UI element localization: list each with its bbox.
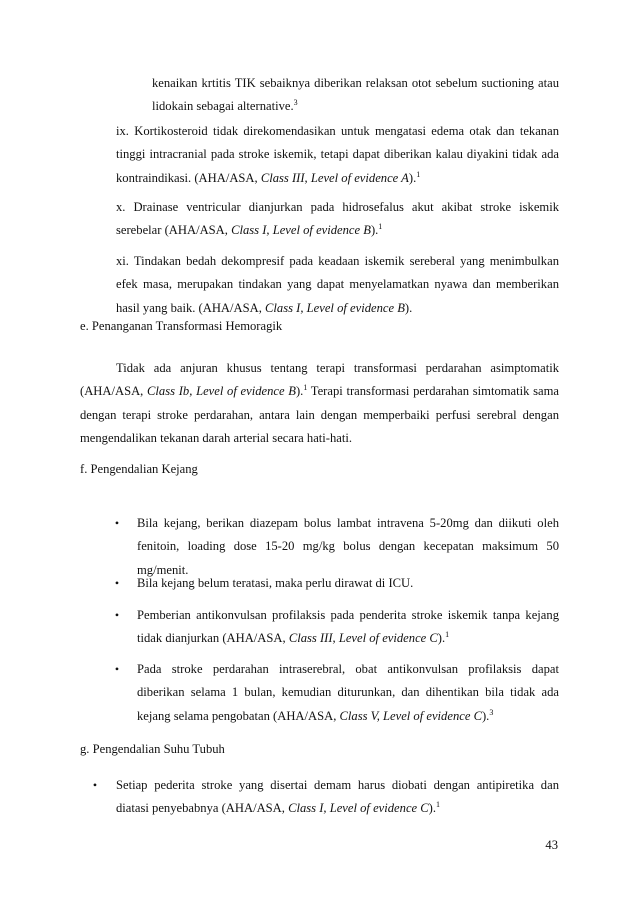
text: Terapi transformasi perdarahan simtomatik sama dengan terapi stroke perdarahan, antara lain dengan memperbaiki perfusi serebral dengan mengendalikan tekanan darah arterial secara hati-hati. [80, 384, 559, 446]
paragraph-e [80, 357, 559, 451]
paragraph-x [116, 196, 559, 243]
list-item [137, 604, 559, 651]
text: ). [370, 223, 379, 238]
heading-f: f. Pengendalian Kejang [80, 462, 198, 476]
citation-superscript: 1 [445, 630, 450, 640]
text: ix. Kortikosteroid tidak direkomendasikan untuk mengatasi edema otak dan tekanan tinggi intracranial pada stroke iskemik, tetapi dapat diberikan kalau diyakini tidak ada kontraindikasi. (AHA/ASA, [116, 124, 559, 185]
citation-superscript: 3 [489, 707, 494, 717]
text: Bila kejang, berikan diazepam bolus lambat intravena 5-20mg dan diikuti oleh fenitoin, loading dose 15-20 mg/kg bolus dengan kecepatan maksimum 50 mg/menit. [137, 516, 559, 577]
text: Pemberian antikonvulsan profilaksis pada penderita stroke iskemik tanpa kejang tidak dianjurkan (AHA/ASA, [137, 608, 559, 646]
text: ). [408, 170, 417, 185]
text: Pada stroke perdarahan intraserebral, obat antikonvulsan profilaksis dapat diberikan selama 1 bulan, kemudian diturunkan, dan dihentikan bila tidak ada kejang selama pengobatan (AHA/ASA, [137, 662, 559, 723]
evidence-class: Class I, Level of evidence B [265, 300, 405, 315]
bullet-icon: • [114, 576, 120, 590]
text: Setiap pederita stroke yang disertai demam harus diobati dengan antipiretika dan diatasi penyebabnya (AHA/ASA, [116, 778, 559, 816]
evidence-class: Class I, Level of evidence B [231, 223, 371, 238]
evidence-class: Class I, Level of evidence C [288, 801, 429, 816]
page-number: 43 [545, 838, 558, 852]
citation-superscript: 1 [303, 383, 308, 393]
text: xi. Tindakan bedah dekompresif pada keadaan iskemik sereberal yang menimbulkan efek masa, merupakan tindakan yang dapat menyelamatkan nyawa dan memberikan hasil yang baik. (AHA/ASA, [116, 254, 559, 315]
text: ). [481, 708, 490, 723]
text: Tidak ada anjuran khusus tentang terapi transformasi perdarahan asimptomatik (AHA/ASA, [80, 361, 559, 399]
paragraph-continuation [152, 72, 559, 119]
bullet-icon: • [92, 778, 98, 792]
list-item [137, 658, 559, 728]
bullet-icon: • [114, 516, 120, 530]
text: ). [295, 384, 304, 399]
bullet-icon: • [114, 608, 120, 622]
evidence-class: Class V, Level of evidence C [339, 708, 482, 723]
citation-superscript: 3 [293, 98, 298, 108]
text: x. Drainase ventricular dianjurkan pada hidrosefalus akut akibat stroke iskemik serebelar (AHA/ASA, [116, 200, 559, 238]
text: ). [428, 801, 437, 816]
evidence-class: Class III, Level of evidence C [288, 631, 438, 646]
citation-superscript: 1 [436, 800, 441, 810]
text: ). [404, 300, 413, 315]
text: kenaikan krtitis TIK sebaiknya diberikan relaksan otot sebelum suctioning atau lidokain sebagai alternative. [152, 76, 559, 114]
citation-superscript: 1 [416, 169, 421, 179]
heading-e: e. Penanganan Transformasi Hemoragik [80, 319, 283, 333]
evidence-class: Class III, Level of evidence A [260, 170, 409, 185]
citation-superscript: 1 [378, 222, 383, 232]
paragraph-ix [116, 120, 559, 190]
text: Bila kejang belum teratasi, maka perlu dirawat di ICU. [137, 576, 414, 590]
paragraph-xi [116, 250, 559, 320]
evidence-class: Class Ib, Level of evidence B [147, 384, 296, 399]
bullet-icon: • [114, 662, 120, 676]
list-item [116, 774, 559, 821]
text: ). [437, 631, 446, 646]
list-item [137, 572, 559, 595]
heading-g: g. Pengendalian Suhu Tubuh [80, 742, 225, 756]
